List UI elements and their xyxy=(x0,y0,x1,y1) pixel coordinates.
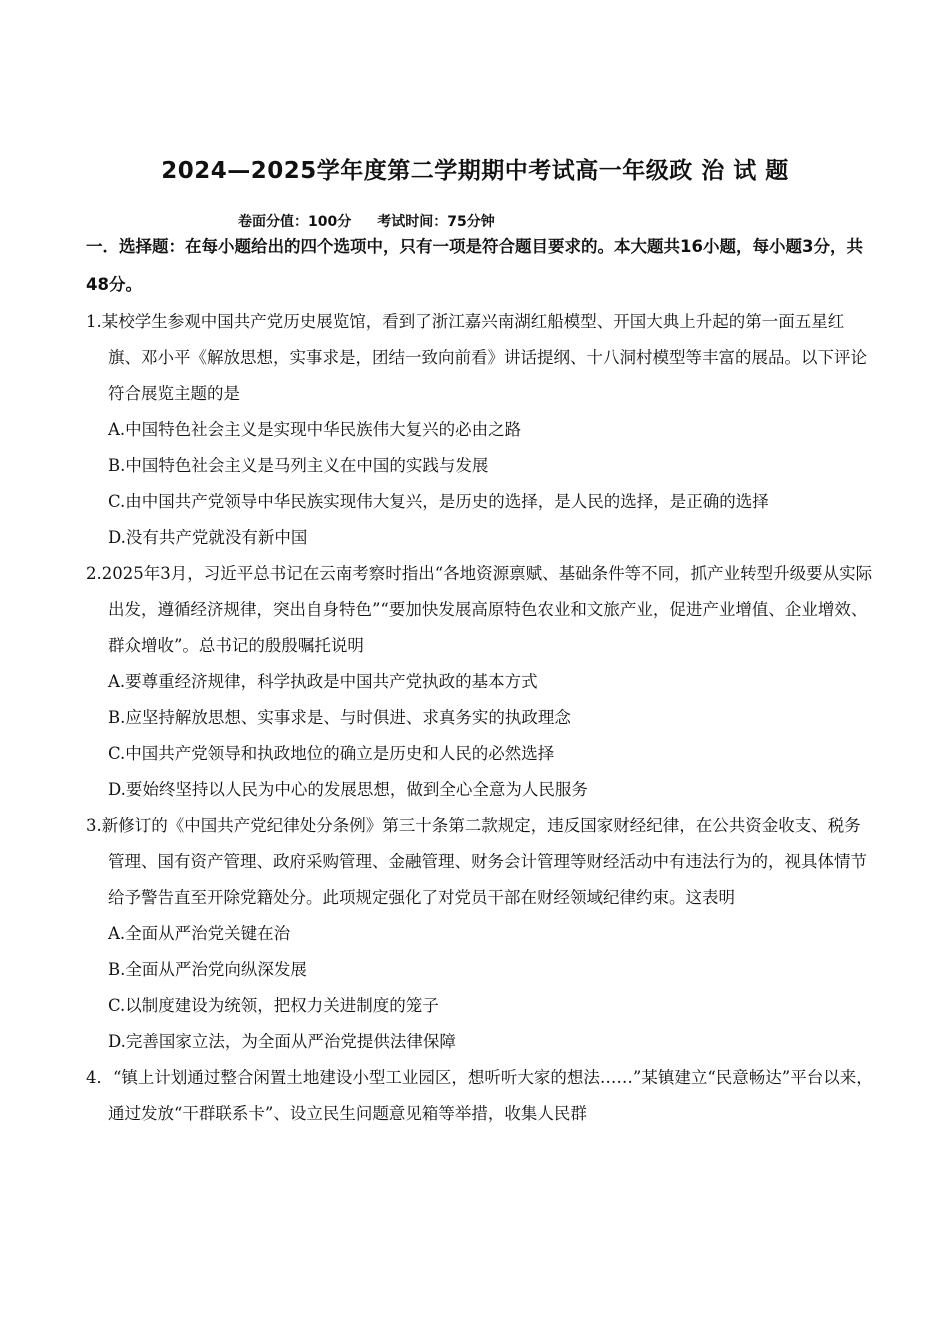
question-4 xyxy=(86,1060,876,1132)
option-a: A.全面从严治党关键在治 xyxy=(108,924,291,943)
score-info: 卷面分值：100分 xyxy=(238,214,352,230)
option-b: B.应坚持解放思想、实事求是、与时俱进、求真务实的执政理念 xyxy=(108,708,571,727)
option-c: C.由中国共产党领导中华民族实现伟大复兴，是历史的选择，是人民的选择，是正确的选择 xyxy=(108,492,769,511)
question-stem: 4．“镇上计划通过整合闲置土地建设小型工业园区，想听听大家的想法……”某镇建立“民意畅达”平台以来，通过发放“干群联系卡”、设立民生问题意见箱等举措，收集人民群 xyxy=(86,1068,873,1123)
question-list xyxy=(86,304,876,1132)
time-info: 考试时间：75分钟 xyxy=(377,214,495,230)
question-stem: 3.新修订的《中国共产党纪律处分条例》第三十条第二款规定，违反国家财经纪律，在公共资金收支、税务管理、国有资产管理、政府采购管理、金融管理、财务会计管理等财经活动中有违法行为的，视具体情节给予警告直至开除党籍处分。此项规定强化了对党员干部在财经领域纪律约束。这表明 xyxy=(86,816,867,907)
exam-title: 2024—2025学年度第二学期期中考试高一年级政 治 试 题 xyxy=(161,158,789,184)
question-stem: 1.某校学生参观中国共产党历史展览馆，看到了浙江嘉兴南湖红船模型、开国大典上升起的第一面五星红旗、邓小平《解放思想，实事求是，团结一致向前看》讲话提纲、十八洞村模型等丰富的展品。以下评论符合展览主题的是 xyxy=(86,312,867,403)
option-c: C.以制度建设为统领，把权力关进制度的笼子 xyxy=(108,996,439,1015)
option-d: D.没有共产党就没有新中国 xyxy=(108,528,308,547)
section-heading: 一．选择题：在每小题给出的四个选项中，只有一项是符合题目要求的。本大题共16小题，每小题3分，共48分。 xyxy=(86,237,863,294)
option-a: A.中国特色社会主义是实现中华民族伟大复兴的必由之路 xyxy=(108,420,522,439)
option-b: B.中国特色社会主义是马列主义在中国的实践与发展 xyxy=(108,456,489,475)
question-stem: 2.2025年3月，习近平总书记在云南考察时指出“各地资源禀赋、基础条件等不同，抓产业转型升级要从实际出发，遵循经济规律，突出自身特色”“要加快发展高原特色农业和文旅产业，促进产业增值、企业增效、群众增收”。总书记的殷殷嘱托说明 xyxy=(86,564,873,655)
option-d: D.要始终坚持以人民为中心的发展思想，做到全心全意为人民服务 xyxy=(108,780,588,799)
question-2 xyxy=(86,556,876,808)
option-b: B.全面从严治党向纵深发展 xyxy=(108,960,307,979)
option-a: A.要尊重经济规律，科学执政是中国共产党执政的基本方式 xyxy=(108,672,538,691)
option-c: C.中国共产党领导和执政地位的确立是历史和人民的必然选择 xyxy=(108,744,555,763)
question-1 xyxy=(86,304,876,556)
option-d: D.完善国家立法，为全面从严治党提供法律保障 xyxy=(108,1032,456,1051)
question-3 xyxy=(86,808,876,1060)
